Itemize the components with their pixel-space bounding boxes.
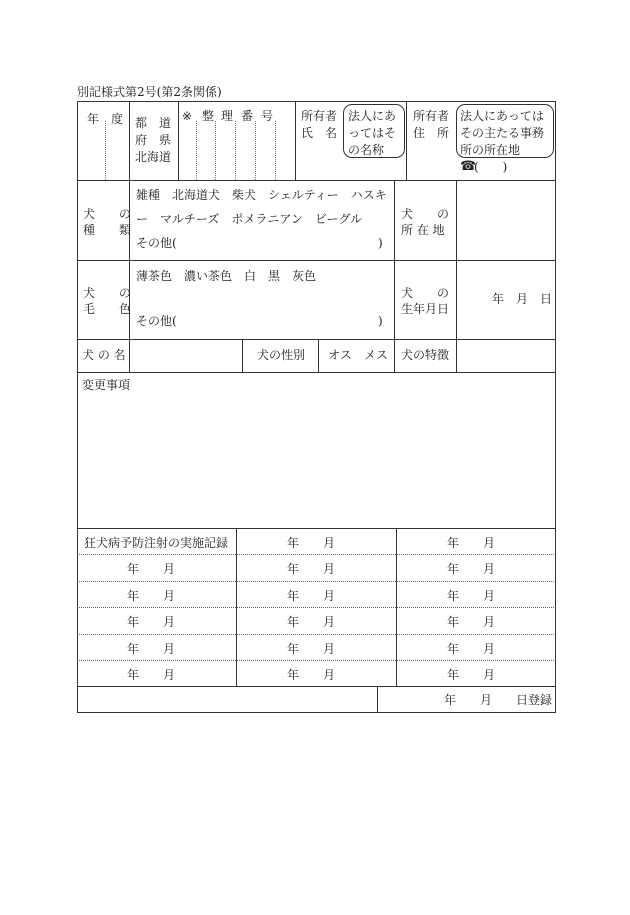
changes-label: 変更事項: [82, 378, 131, 392]
vaccination-entry[interactable]: 年 月: [447, 589, 496, 603]
coat-color-label: [83, 285, 131, 317]
grid-line: [77, 260, 556, 261]
vaccination-entry[interactable]: 年 月: [127, 668, 176, 682]
breed-other-close: ): [378, 236, 383, 250]
grid-line: [255, 121, 256, 180]
vaccination-entry[interactable]: 年 月: [287, 615, 336, 629]
grid-line: [318, 339, 319, 372]
phone-field[interactable]: ( ): [474, 160, 508, 174]
grid-line: [105, 121, 106, 180]
grid-line: [77, 660, 556, 661]
breed-options-line[interactable]: ー マルチーズ ポメラニアン ビーグル: [136, 212, 363, 226]
corporate-name-note: [348, 108, 396, 159]
grid-line: [235, 121, 236, 180]
vaccination-entry[interactable]: 年 月: [127, 589, 176, 603]
corporate-address-note: [460, 108, 544, 159]
vaccination-entry[interactable]: 年 月: [127, 615, 176, 629]
vaccination-entry[interactable]: 年 月: [447, 536, 496, 550]
vaccination-entry[interactable]: 年 月: [447, 562, 496, 576]
grid-line: [77, 634, 556, 635]
dog-sex-label: 犬の性別: [257, 348, 306, 362]
grid-line: [77, 180, 556, 181]
birth-date-line: 生年月日: [401, 302, 450, 316]
reference-mark: ※: [182, 109, 193, 123]
coat-color-other-close: ): [378, 314, 383, 328]
corporate-address-line: その主たる事務: [460, 126, 545, 140]
vaccination-entry[interactable]: 年 月: [287, 562, 336, 576]
coat-color-label-line: 犬 の: [83, 286, 132, 300]
birth-date-label: [401, 285, 449, 317]
birth-date-line: 犬 の: [401, 286, 450, 300]
grid-line: [77, 712, 556, 713]
grid-line: [77, 372, 556, 373]
dog-location-line: 犬 の: [401, 207, 450, 221]
grid-line: [77, 101, 556, 102]
corporate-name-line: の名称: [348, 143, 385, 157]
grid-line: [77, 528, 556, 529]
reference-number-char: 整: [202, 109, 215, 123]
vaccination-entry[interactable]: 年 月: [287, 668, 336, 682]
dog-name-label: 犬 の 名: [82, 348, 126, 362]
owner-name-label: [301, 108, 337, 142]
grid-line: [77, 581, 556, 582]
telephone-icon: ☎: [460, 159, 477, 174]
reference-number-char: 号: [261, 109, 274, 123]
vaccination-entry[interactable]: 年 月: [287, 536, 336, 550]
vaccination-entry[interactable]: 年 月: [447, 668, 496, 682]
vaccination-entry[interactable]: 年 月: [287, 589, 336, 603]
prefecture-line: 都 道: [135, 116, 172, 130]
vaccination-entry[interactable]: 年 月: [287, 642, 336, 656]
corporate-name-line: 法人にあ: [348, 109, 397, 123]
owner-address-line: 所有者: [413, 109, 450, 123]
corporate-address-line: 法人にあっては: [460, 109, 544, 123]
coat-color-options[interactable]: 薄茶色 濃い茶色 白 黒 灰色: [136, 269, 317, 283]
vaccination-entry[interactable]: 年 月: [447, 615, 496, 629]
grid-line: [196, 121, 197, 180]
reference-number-char: 番: [241, 109, 254, 123]
grid-line: [456, 180, 457, 372]
dog-sex-options[interactable]: オス メス: [328, 348, 388, 362]
vaccination-title: 狂犬病予防注射の実施記録: [84, 536, 229, 550]
coat-color-other-label: その他(: [136, 314, 177, 328]
grid-line: [129, 101, 130, 180]
dog-feature-label: 犬の特徴: [401, 348, 450, 362]
birth-date-value[interactable]: 年 月 日: [492, 292, 553, 306]
prefecture-label: [135, 115, 173, 166]
grid-line: [242, 339, 243, 372]
grid-line: [406, 101, 407, 180]
coat-color-label-line: 毛 色: [83, 302, 132, 316]
grid-line: [215, 121, 216, 180]
grid-line: [77, 686, 556, 687]
breed-label-line: 犬 の: [83, 207, 132, 221]
dog-location-label: [401, 206, 449, 238]
prefecture-line: 北海道: [135, 150, 172, 164]
owner-name-line: 所有者: [301, 109, 338, 123]
vaccination-entry[interactable]: 年 月: [447, 642, 496, 656]
grid-line: [77, 339, 556, 340]
grid-line: [377, 686, 378, 712]
reference-number-char: 理: [221, 109, 234, 123]
vaccination-entry[interactable]: 年 月: [127, 562, 176, 576]
corporate-name-line: ってはそ: [348, 126, 397, 140]
grid-line: [77, 101, 78, 712]
breed-options-line[interactable]: 雑種 北海道犬 柴犬 シェルティー ハスキ: [136, 188, 387, 202]
grid-line: [394, 180, 395, 372]
grid-line: [77, 554, 556, 555]
breed-label: [83, 206, 131, 238]
grid-line: [275, 121, 276, 180]
grid-line: [555, 101, 556, 712]
owner-address-label: [413, 108, 449, 142]
registration-date[interactable]: 年 月 日登録: [444, 693, 553, 707]
owner-name-line: 氏 名: [301, 126, 338, 140]
grid-line: [77, 607, 556, 608]
grid-line: [178, 101, 179, 180]
grid-line: [129, 339, 130, 372]
grid-line: [295, 101, 296, 180]
vaccination-entry[interactable]: 年 月: [127, 642, 176, 656]
grid-line: [236, 528, 237, 686]
corporate-address-line: 所の所在地: [460, 143, 521, 157]
grid-line: [396, 528, 397, 686]
dog-location-line: 所 在 地: [401, 223, 445, 237]
year-label: 年 度: [87, 112, 124, 126]
prefecture-line: 府 県: [135, 133, 172, 147]
breed-label-line: 種 類: [83, 223, 132, 237]
form-caption: 別記様式第2号(第2条関係): [77, 85, 222, 99]
owner-address-line: 住 所: [413, 126, 450, 140]
breed-other-label: その他(: [136, 236, 177, 250]
